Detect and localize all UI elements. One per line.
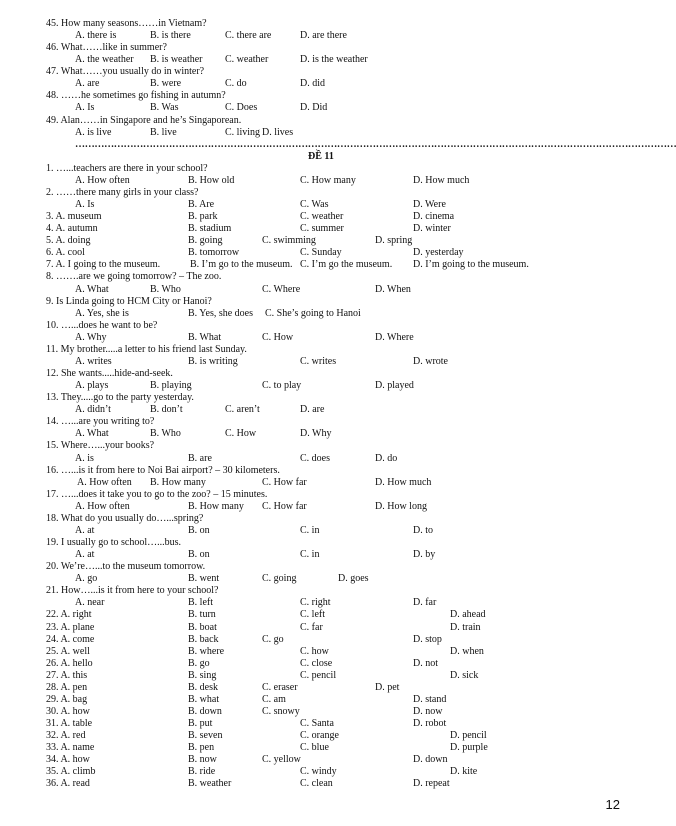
answer-option: D. are [300, 404, 325, 416]
answer-option: A. What [75, 428, 109, 440]
question-text: 17. …...does it take you to go to the zoo? – 15 minutes. [46, 488, 268, 500]
question-text: 1. …...teachers are there in your school? [46, 162, 208, 174]
answer-option: B. pen [188, 742, 215, 754]
answer-option: D. is the weather [300, 54, 368, 66]
answer-option: B. left [188, 597, 213, 609]
question-text: 15. Where…...your books? [46, 440, 155, 452]
answer-option: C. left [300, 609, 325, 621]
answer-option: D. did [300, 78, 325, 90]
answer-option: A. What [75, 283, 109, 295]
answer-option: B. How many [150, 476, 206, 488]
answer-option: D. stand [413, 693, 447, 705]
question-text: 29. A. bag [46, 693, 88, 705]
answer-option: A. Why [75, 331, 107, 343]
question-text: 14. …...are you writing to? [46, 416, 155, 428]
answer-option: D. Why [300, 428, 332, 440]
answer-option: C. windy [300, 766, 337, 778]
answer-option: A. go [75, 573, 98, 585]
question-text: 49. Alan……in Singapore and he’s Singaporean. [46, 114, 242, 126]
answer-option: B. desk [188, 681, 218, 693]
answer-option: B. How old [188, 174, 235, 186]
answer-option: D. sick [450, 669, 479, 681]
question-text: 48. ……he sometimes go fishing in autumn? [46, 90, 226, 102]
answer-option: D. When [375, 283, 411, 295]
answer-option: B. now [188, 754, 217, 766]
answer-option: C. there are [225, 30, 272, 42]
answer-option: B. Was [150, 102, 179, 114]
answer-option: D. I’m going to the museum. [413, 259, 529, 271]
question-text: 9. Is Linda going to HCM City or Hanoi? [46, 295, 212, 307]
answer-option: B. stadium [188, 223, 232, 235]
answer-option: A. How often [75, 500, 130, 512]
answer-option: D. played [375, 380, 414, 392]
question-text: 6. A. cool [46, 247, 85, 259]
question-text: 4. A. autumn [46, 223, 98, 235]
answer-option: D. robot [413, 718, 447, 730]
answer-option: B. is there [150, 30, 191, 42]
answer-option: B. weather [188, 778, 232, 790]
answer-option: C. do [225, 78, 247, 90]
answer-option: B. tomorrow [188, 247, 240, 259]
answer-option: C. go [262, 633, 284, 645]
answer-option: B. seven [188, 730, 223, 742]
question-text: 35. A. climb [46, 766, 96, 778]
answer-option: D. stop [413, 633, 442, 645]
answer-option: C. going [262, 573, 297, 585]
answer-option: C. blue [300, 742, 329, 754]
answer-option: D. not [413, 657, 438, 669]
answer-option: D. winter [413, 223, 451, 235]
question-text: 33. A. name [46, 742, 95, 754]
answer-option: C. How [262, 331, 294, 343]
answer-option: B. don’t [150, 404, 183, 416]
answer-option: C. orange [300, 730, 339, 742]
answer-option: B. How many [188, 500, 244, 512]
question-text: 25. A. well [46, 645, 90, 657]
question-text: 28. A. pen [46, 681, 88, 693]
question-text: 18. What do you usually do…...spring? [46, 512, 204, 524]
question-text: 7. A. I going to the museum. [46, 259, 161, 271]
answer-option: D. spring [375, 235, 413, 247]
answer-option: D. ahead [450, 609, 486, 621]
question-text: 2. ……there many girls in your class? [46, 186, 199, 198]
question-text: 20. We’re…...to the museum tomorrow. [46, 561, 206, 573]
answer-option: C. How [225, 428, 257, 440]
answer-option: C. am [262, 693, 286, 705]
answer-option: B. where [188, 645, 225, 657]
answer-option: C. snowy [262, 705, 300, 717]
answer-option: C. writes [300, 355, 337, 367]
question-text: 26. A. hello [46, 657, 93, 669]
answer-option: A. are [75, 78, 100, 90]
answer-option: C. aren’t [225, 404, 260, 416]
answer-option: B. Yes, she does [188, 307, 254, 319]
answer-option: B. are [188, 452, 212, 464]
answer-option: B. What [188, 331, 222, 343]
answer-option: D. do [375, 452, 398, 464]
answer-option: D. yesterday [413, 247, 464, 259]
answer-option: C. weather [225, 54, 269, 66]
answer-option: D. cinema [413, 211, 455, 223]
answer-option: D. How long [375, 500, 427, 512]
answer-option: D. purple [450, 742, 488, 754]
answer-option: C. right [300, 597, 331, 609]
answer-option: A. Is [75, 199, 95, 211]
answer-option: A. didn’t [75, 404, 111, 416]
answer-option: C. summer [300, 223, 344, 235]
answer-option: C. Does [225, 102, 258, 114]
answer-option: C. in [300, 524, 320, 536]
question-text: 23. A. plane [46, 621, 95, 633]
question-text: 11. My brother.....a letter to his friend last Sunday. [46, 343, 247, 355]
answer-option: A. there is [75, 30, 117, 42]
answer-option: B. going [188, 235, 223, 247]
answer-option: C. How far [262, 476, 307, 488]
answer-option: C. swimming [262, 235, 316, 247]
answer-option: B. Who [150, 428, 181, 440]
answer-option: B. go [188, 657, 210, 669]
answer-option: A. Yes, she is [75, 307, 129, 319]
answer-option: D. pencil [450, 730, 487, 742]
answer-option: D. kite [450, 766, 478, 778]
answer-option: B. ride [188, 766, 216, 778]
answer-option: D. by [413, 549, 436, 561]
question-text: 21. How…...is it from here to your school? [46, 585, 219, 597]
answer-option: B. went [188, 573, 220, 585]
answer-option: C. She’s going to Hanoi [265, 307, 361, 319]
answer-option: A. Is [75, 102, 95, 114]
answer-option: B. is writing [188, 355, 238, 367]
question-text: 36. A. read [46, 778, 90, 790]
answer-option: B. I’m go to the museum. [190, 259, 293, 271]
question-text: 27. A. this [46, 669, 88, 681]
answer-option: D. Did [300, 102, 328, 114]
answer-option: B. playing [150, 380, 192, 392]
answer-option: C. I’m go the museum. [300, 259, 393, 271]
page-number: 12 [605, 797, 620, 812]
question-text: 24. A. come [46, 633, 95, 645]
answer-option: D. How much [413, 174, 470, 186]
answer-option: A. at [75, 524, 95, 536]
answer-option: B. were [150, 78, 182, 90]
answer-option: B. put [188, 718, 213, 730]
answer-option: C. close [300, 657, 333, 669]
answer-option: C. Where [262, 283, 301, 295]
answer-option: B. what [188, 693, 220, 705]
answer-option: C. yellow [262, 754, 301, 766]
answer-option: D. goes [338, 573, 369, 585]
question-text: 34. A. how [46, 754, 90, 766]
answer-option: C. how [300, 645, 329, 657]
answer-option: B. Are [188, 199, 215, 211]
answer-option: C. How far [262, 500, 307, 512]
section-heading: ĐỀ 11 [308, 150, 334, 162]
answer-option: B. on [188, 524, 210, 536]
answer-option: A. plays [75, 380, 109, 392]
answer-option: D. Where [375, 331, 414, 343]
answer-option: B. Who [150, 283, 181, 295]
answer-option: B. live [150, 126, 177, 138]
question-text: 45. How many seasons……in Vietnam? [46, 18, 207, 29]
answer-option: D. Were [413, 199, 446, 211]
answer-option: B. sing [188, 669, 217, 681]
answer-option: B. park [188, 211, 218, 223]
answer-option: A. is [75, 452, 94, 464]
question-text: 31. A. table [46, 718, 93, 730]
answer-option: C. Sunday [300, 247, 342, 259]
answer-option: A. How often [77, 476, 132, 488]
question-text: 13. They.....go to the party yesterday. [46, 392, 194, 404]
answer-option: D. far [413, 597, 437, 609]
question-text: 3. A. museum [46, 211, 102, 223]
answer-option: A. near [75, 597, 105, 609]
answer-option: C. does [300, 452, 330, 464]
answer-option: C. eraser [262, 681, 298, 693]
answer-option: B. boat [188, 621, 217, 633]
answer-option: D. pet [375, 681, 400, 693]
question-text: 46. What……like in summer? [46, 42, 167, 54]
answer-option: D. train [450, 621, 481, 633]
answer-option: C. How many [300, 174, 356, 186]
answer-option: D. are there [300, 30, 347, 42]
answer-option: D. to [413, 524, 433, 536]
question-text: 19. I usually go to school…...bus. [46, 537, 181, 548]
answer-option: A. How often [75, 174, 130, 186]
question-text: 32. A. red [46, 730, 86, 742]
answer-option: D. now [413, 705, 443, 717]
answer-option: C. far [300, 621, 323, 633]
answer-option: A. the weather [75, 54, 134, 66]
answer-option: B. turn [188, 609, 216, 621]
question-text: 8. …….are we going tomorrow? – The zoo. [46, 271, 222, 283]
answer-option: C. Was [300, 199, 329, 211]
answer-option: A. at [75, 549, 95, 561]
answer-option: D. lives [262, 126, 294, 138]
question-text: 16. …...is it from here to Noi Bai airport? – 30 kilometers. [46, 464, 280, 476]
answer-option: B. down [188, 705, 222, 717]
answer-option: B. on [188, 549, 210, 561]
question-text: 22. A. right [46, 609, 92, 621]
answer-option: A. writes [75, 355, 112, 367]
answer-option: D. wrote [413, 355, 448, 367]
question-text: 47. What……you usually do in winter? [46, 66, 205, 78]
section-divider-dots: …………………………………………………………………………………………………………………………………………………………………… [75, 138, 676, 150]
answer-option: D. down [413, 754, 448, 766]
answer-option: D. How much [375, 476, 432, 488]
answer-option: C. clean [300, 778, 333, 790]
answer-option: C. weather [300, 211, 344, 223]
answer-option: C. to play [262, 380, 302, 392]
question-text: 5. A. doing [46, 235, 91, 247]
answer-option: C. living [225, 126, 261, 138]
question-text: 12. She wants.....hide-and-seek. [46, 368, 173, 380]
answer-option: A. is live [75, 126, 112, 138]
question-text: 10. …...does he want to be? [46, 319, 158, 331]
answer-option: B. back [188, 633, 219, 645]
question-text: 30. A. how [46, 705, 90, 717]
answer-option: C. Santa [300, 718, 334, 730]
answer-option: D. repeat [413, 778, 450, 790]
answer-option: C. pencil [300, 669, 337, 681]
answer-option: C. in [300, 549, 320, 561]
answer-option: B. is weather [150, 54, 203, 66]
answer-option: D. when [450, 645, 484, 657]
